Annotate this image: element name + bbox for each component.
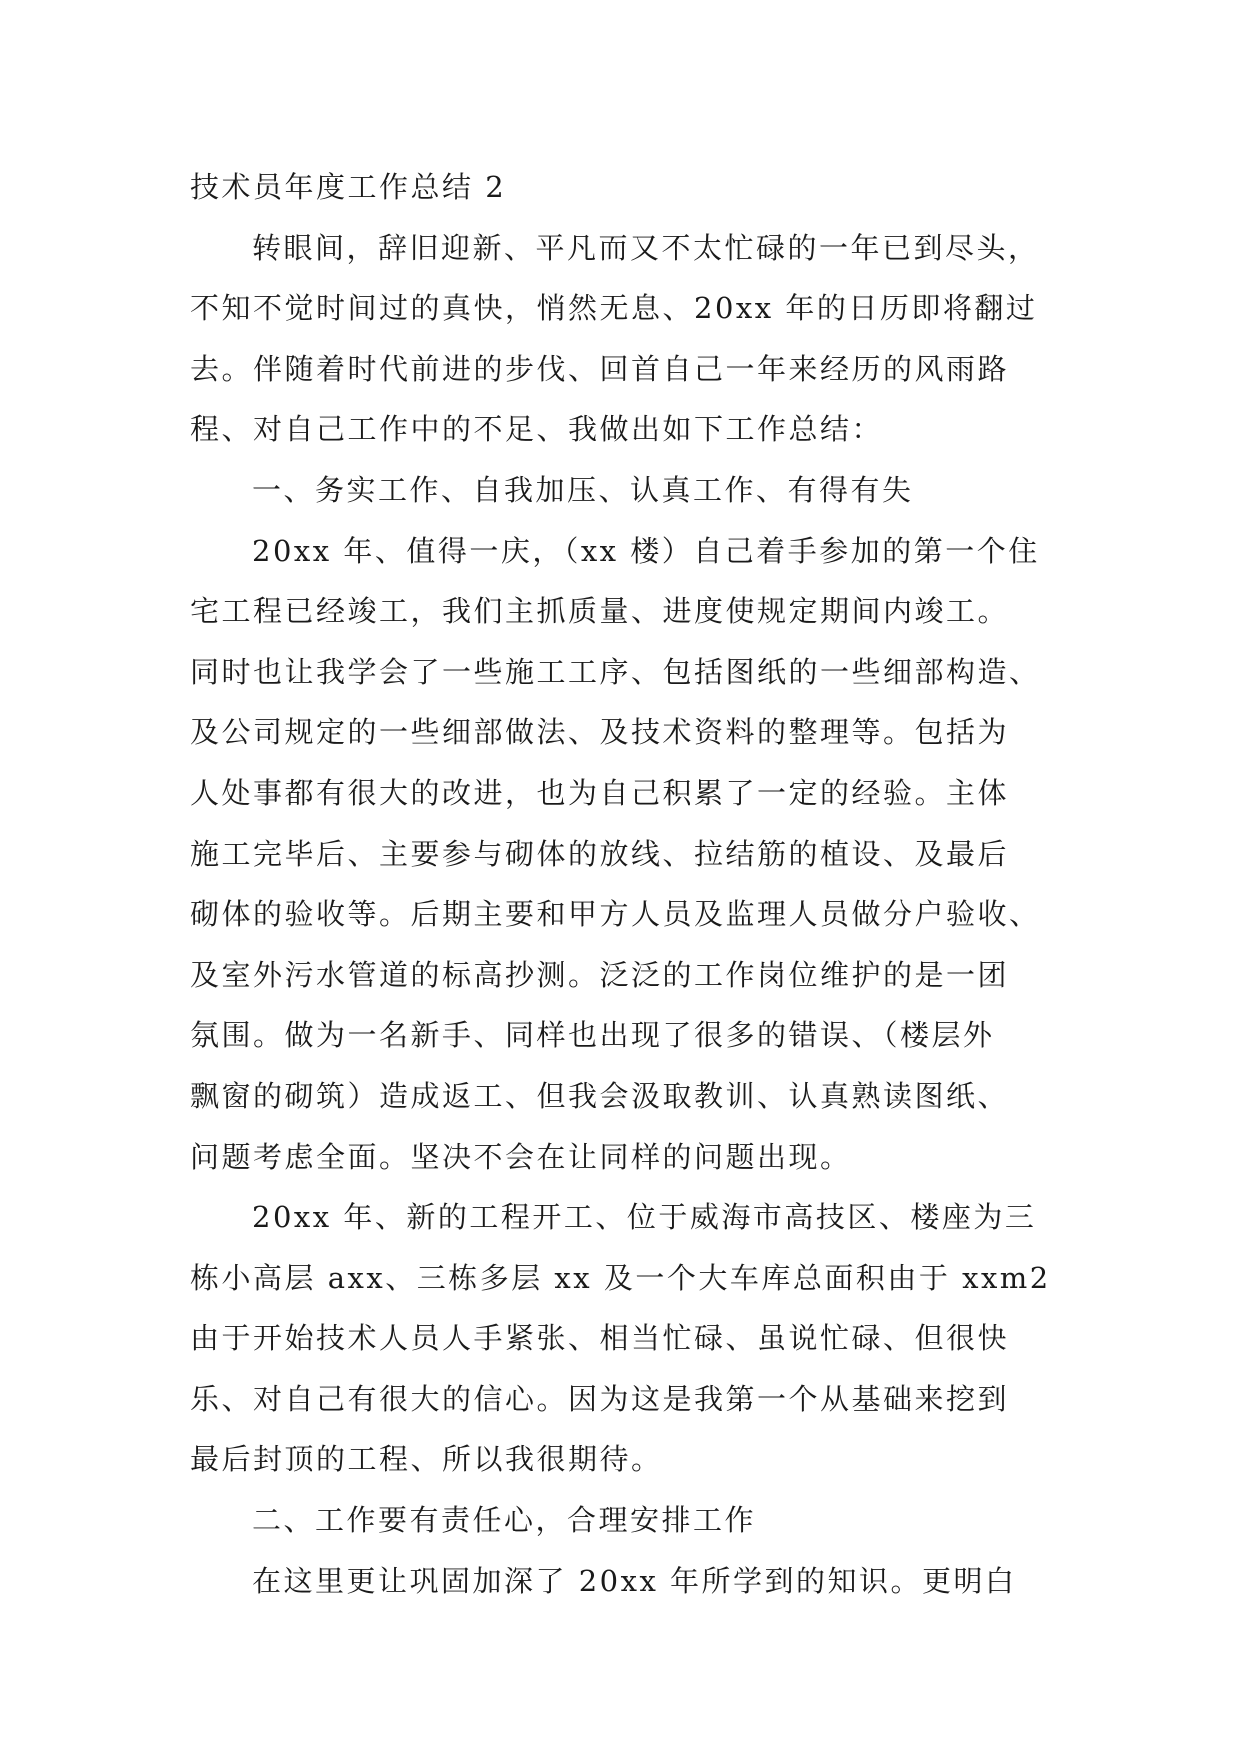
paragraph-line: 转眼间，辞旧迎新、平凡而又不太忙碌的一年已到尽头， bbox=[252, 230, 1040, 265]
paragraph-line: 去。伴随着时代前进的步伐、回首自己一年来经历的风雨路 bbox=[190, 351, 1010, 386]
paragraph-line: 同时也让我学会了一些施工工序、包括图纸的一些细部构造、 bbox=[190, 654, 1041, 689]
paragraph-line: 施工完毕后、主要参与砌体的放线、拉结筋的植设、及最后 bbox=[190, 836, 1010, 871]
paragraph-line: 飘窗的砌筑）造成返工、但我会汲取教训、认真熟读图纸、 bbox=[190, 1078, 1010, 1113]
paragraph-line: 砌体的验收等。后期主要和甲方人员及监理人员做分户验收、 bbox=[190, 897, 1041, 932]
paragraph-line: 程、对自己工作中的不足、我做出如下工作总结： bbox=[190, 412, 884, 447]
paragraph-line: 及公司规定的一些细部做法、及技术资料的整理等。包括为 bbox=[190, 715, 1010, 750]
paragraph-line: 及室外污水管道的标高抄测。泛泛的工作岗位维护的是一团 bbox=[190, 957, 1010, 992]
paragraph-line: 不知不觉时间过的真快，悄然无息、20xx 年的日历即将翻过 bbox=[190, 291, 1038, 326]
paragraph-line: 问题考虑全面。坚决不会在让同样的问题出现。 bbox=[190, 1139, 852, 1174]
paragraph-line: 栋小高层 axx、三栋多层 xx 及一个大车库总面积由于 xxm2 bbox=[190, 1260, 1051, 1295]
section-heading-2: 二、工作要有责任心，合理安排工作 bbox=[252, 1503, 757, 1538]
paragraph-line: 人处事都有很大的改进，也为自己积累了一定的经验。主体 bbox=[190, 775, 1010, 810]
document-title: 技术员年度工作总结 2 bbox=[190, 170, 507, 204]
paragraph-line: 宅工程已经竣工，我们主抓质量、进度使规定期间内竣工。 bbox=[190, 594, 1010, 629]
paragraph-line: 20xx 年、新的工程开工、位于威海市高技区、楼座为三 bbox=[252, 1200, 1037, 1235]
paragraph-line: 在这里更让巩固加深了 20xx 年所学到的知识。更明白 bbox=[252, 1563, 1017, 1598]
paragraph-line: 由于开始技术人员人手紧张、相当忙碌、虽说忙碌、但很快 bbox=[190, 1321, 1010, 1356]
paragraph-line: 20xx 年、值得一庆，（xx 楼）自己着手参加的第一个住 bbox=[252, 533, 1040, 568]
section-heading-1: 一、务实工作、自我加压、认真工作、有得有失 bbox=[252, 472, 914, 507]
paragraph-line: 乐、对自己有很大的信心。因为这是我第一个从基础来挖到 bbox=[190, 1381, 1010, 1416]
document-body bbox=[190, 157, 1070, 1611]
paragraph-line: 氛围。做为一名新手、同样也出现了很多的错误、（楼层外 bbox=[190, 1018, 995, 1053]
paragraph-line: 最后封顶的工程、所以我很期待。 bbox=[190, 1442, 663, 1477]
